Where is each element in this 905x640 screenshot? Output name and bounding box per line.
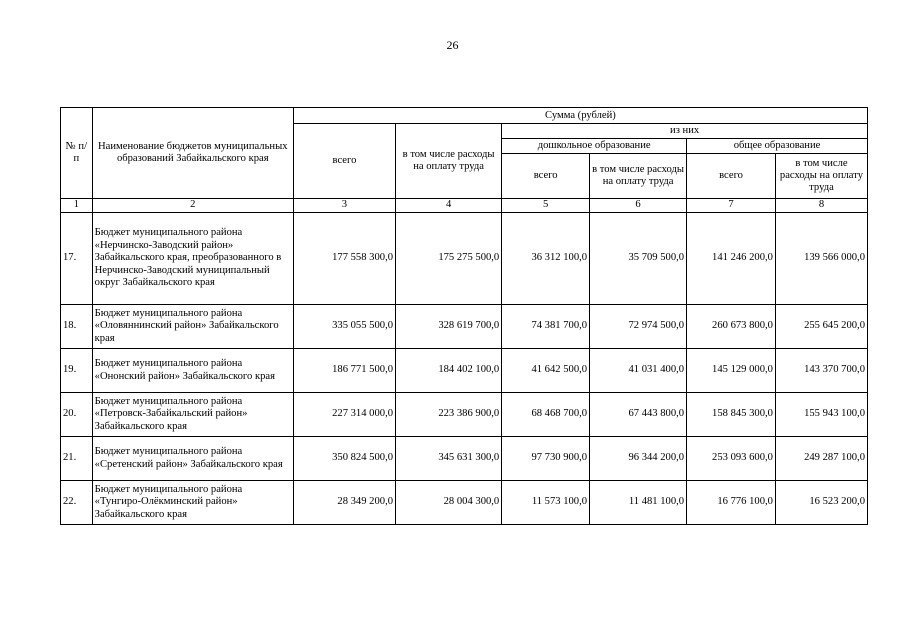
- table-row: [61, 481, 868, 525]
- row-general-wages: 139 566 000,0: [775, 213, 867, 305]
- row-preschool-wages: 96 344 200,0: [590, 437, 687, 481]
- row-number: 20.: [61, 393, 93, 437]
- table-row: [61, 213, 868, 305]
- column-number: 3: [293, 199, 395, 213]
- column-number: 6: [590, 199, 687, 213]
- column-number: 2: [92, 199, 293, 213]
- row-wages: 175 275 500,0: [396, 213, 502, 305]
- row-general-total: 253 093 600,0: [687, 437, 776, 481]
- row-preschool-wages: 41 031 400,0: [590, 349, 687, 393]
- row-total: 28 349 200,0: [293, 481, 395, 525]
- header-general-wages: в том числе расходы на оплату труда: [775, 154, 867, 199]
- row-name: Бюджет муниципального района «Нерчинско-Заводский район» Забайкальского края, преобразованного в Нерчинско-Заводский муниципальный округ Забайкальского края: [92, 213, 293, 305]
- budget-table: [60, 107, 868, 525]
- row-name: Бюджет муниципального района «Оловяннинский район» Забайкальского края: [92, 305, 293, 349]
- row-preschool-total: 36 312 100,0: [502, 213, 590, 305]
- row-general-total: 260 673 800,0: [687, 305, 776, 349]
- row-name: Бюджет муниципального района «Тунгиро-Олёкминский район» Забайкальского края: [92, 481, 293, 525]
- row-total: 335 055 500,0: [293, 305, 395, 349]
- header-total: всего: [293, 124, 395, 199]
- row-name: Бюджет муниципального района «Петровск-Забайкальский район» Забайкальского края: [92, 393, 293, 437]
- row-preschool-wages: 67 443 800,0: [590, 393, 687, 437]
- header-general-total: всего: [687, 154, 776, 199]
- table-row: [61, 393, 868, 437]
- row-total: 350 824 500,0: [293, 437, 395, 481]
- table-header: [61, 108, 868, 199]
- row-general-total: 145 129 000,0: [687, 349, 776, 393]
- row-wages: 223 386 900,0: [396, 393, 502, 437]
- row-name: Бюджет муниципального района «Ононский район» Забайкальского края: [92, 349, 293, 393]
- row-general-wages: 16 523 200,0: [775, 481, 867, 525]
- page-number: 26: [446, 38, 459, 52]
- header-of-which: из них: [502, 124, 868, 139]
- header-preschool-wages: в том числе расходы на оплату труда: [590, 154, 687, 199]
- row-total: 177 558 300,0: [293, 213, 395, 305]
- row-preschool-wages: 35 709 500,0: [590, 213, 687, 305]
- table-row: [61, 305, 868, 349]
- row-general-wages: 143 370 700,0: [775, 349, 867, 393]
- row-number: 21.: [61, 437, 93, 481]
- header-preschool-total: всего: [502, 154, 590, 199]
- table-row: [61, 349, 868, 393]
- table-row: [61, 437, 868, 481]
- header-sum: Сумма (рублей): [293, 108, 867, 124]
- row-general-total: 16 776 100,0: [687, 481, 776, 525]
- row-wages: 328 619 700,0: [396, 305, 502, 349]
- column-number: 8: [775, 199, 867, 213]
- row-preschool-wages: 72 974 500,0: [590, 305, 687, 349]
- header-preschool: дошкольное образование: [502, 139, 687, 154]
- row-total: 186 771 500,0: [293, 349, 395, 393]
- row-number: 18.: [61, 305, 93, 349]
- row-wages: 28 004 300,0: [396, 481, 502, 525]
- row-preschool-wages: 11 481 100,0: [590, 481, 687, 525]
- column-number: 1: [61, 199, 93, 213]
- row-general-total: 158 845 300,0: [687, 393, 776, 437]
- row-number: 17.: [61, 213, 93, 305]
- header-name: Наименование бюджетов муниципальных образований Забайкальского края: [92, 108, 293, 199]
- header-incl-wages: в том числе расходы на оплату труда: [396, 124, 502, 199]
- header-num: № п/п: [61, 108, 93, 199]
- header-general: общее образование: [687, 139, 868, 154]
- column-number-row: [61, 199, 868, 213]
- row-preschool-total: 68 468 700,0: [502, 393, 590, 437]
- row-preschool-total: 97 730 900,0: [502, 437, 590, 481]
- row-general-wages: 155 943 100,0: [775, 393, 867, 437]
- row-wages: 184 402 100,0: [396, 349, 502, 393]
- row-general-wages: 255 645 200,0: [775, 305, 867, 349]
- row-number: 19.: [61, 349, 93, 393]
- row-wages: 345 631 300,0: [396, 437, 502, 481]
- column-number: 7: [687, 199, 776, 213]
- row-preschool-total: 41 642 500,0: [502, 349, 590, 393]
- column-number: 4: [396, 199, 502, 213]
- table-body: [61, 199, 868, 525]
- row-name: Бюджет муниципального района «Сретенский район» Забайкальского края: [92, 437, 293, 481]
- row-number: 22.: [61, 481, 93, 525]
- row-general-wages: 249 287 100,0: [775, 437, 867, 481]
- row-total: 227 314 000,0: [293, 393, 395, 437]
- row-preschool-total: 11 573 100,0: [502, 481, 590, 525]
- row-preschool-total: 74 381 700,0: [502, 305, 590, 349]
- row-general-total: 141 246 200,0: [687, 213, 776, 305]
- column-number: 5: [502, 199, 590, 213]
